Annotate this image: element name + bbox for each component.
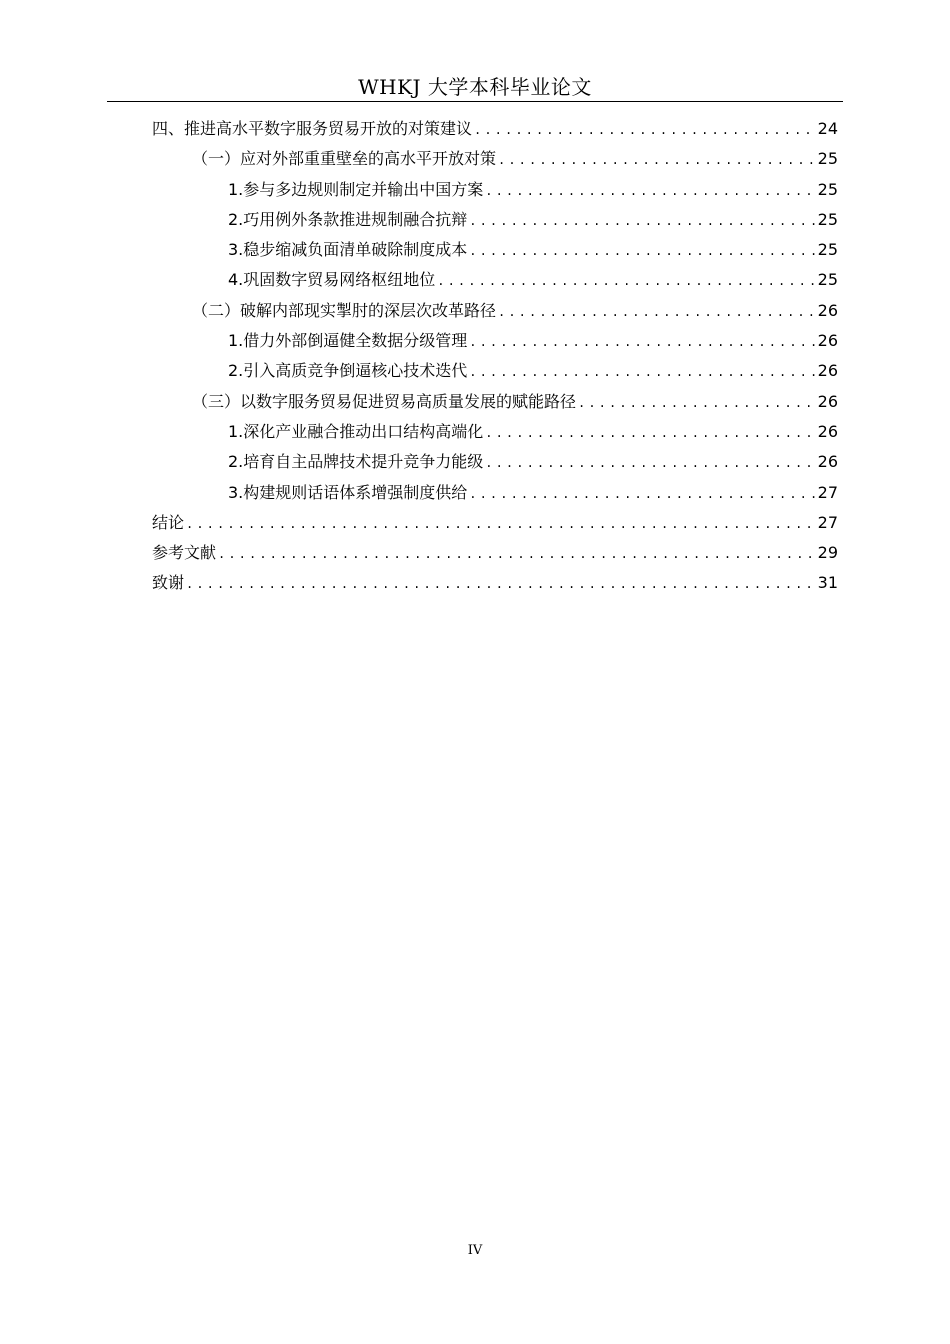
toc-entry-section-4-2[interactable] <box>152 296 838 326</box>
toc-entry-subsection-4-2-1[interactable] <box>152 326 838 356</box>
toc-entry-references[interactable] <box>152 538 838 568</box>
document-header-title: WHKJ 大学本科毕业论文 <box>358 75 592 99</box>
toc-page-number: 26 <box>817 421 838 441</box>
toc-dot-leader <box>485 418 814 448</box>
table-of-contents <box>152 114 838 599</box>
toc-dot-leader <box>474 115 815 145</box>
toc-entry-subsection-4-1-2[interactable] <box>152 205 838 235</box>
toc-entry-subsection-4-2-2[interactable] <box>152 356 838 386</box>
toc-page-number: 31 <box>817 573 838 593</box>
toc-page-number: 27 <box>817 512 838 532</box>
toc-dot-leader <box>218 539 815 569</box>
toc-entry-subsection-4-3-3[interactable] <box>152 478 838 508</box>
toc-entry-title: 1.借力外部倒逼健全数据分级管理 <box>228 331 468 351</box>
toc-page-number: 24 <box>817 119 838 138</box>
toc-entry-chapter-4[interactable] <box>152 114 838 144</box>
toc-entry-title: 参考文献 <box>152 543 217 563</box>
toc-entry-title: 3.构建规则话语体系增强制度供给 <box>228 482 468 502</box>
toc-page-number: 29 <box>817 543 838 563</box>
toc-dot-leader <box>469 327 814 357</box>
toc-page-number: 25 <box>817 179 838 199</box>
toc-entry-title: 1.深化产业融合推动出口结构高端化 <box>228 421 484 441</box>
toc-dot-leader <box>498 145 815 175</box>
toc-entry-subsection-4-3-1[interactable] <box>152 417 838 447</box>
toc-entry-title: 致谢 <box>152 573 185 593</box>
toc-dot-leader <box>469 206 814 236</box>
toc-page-number: 27 <box>817 482 838 502</box>
toc-page-number: 25 <box>817 149 838 169</box>
toc-dot-leader <box>186 509 815 539</box>
toc-dot-leader <box>469 357 814 387</box>
page-number-footer: IV <box>467 1243 483 1258</box>
toc-dot-leader <box>469 479 814 509</box>
toc-page-number: 26 <box>817 300 838 320</box>
toc-entry-acknowledgements[interactable] <box>152 568 838 598</box>
toc-entry-title: （三）以数字服务贸易促进贸易高质量发展的赋能路径 <box>192 391 577 411</box>
header-divider <box>107 101 843 102</box>
toc-page-number: 26 <box>817 331 838 351</box>
toc-entry-title: 结论 <box>152 512 185 532</box>
toc-entry-subsection-4-1-3[interactable] <box>152 235 838 265</box>
toc-dot-leader <box>469 236 814 266</box>
toc-entry-title: 1.参与多边规则制定并输出中国方案 <box>228 179 484 199</box>
toc-dot-leader <box>498 297 815 327</box>
toc-entry-title: 2.巧用例外条款推进规制融合抗辩 <box>228 209 468 229</box>
toc-dot-leader <box>437 266 814 296</box>
toc-entry-title: 2.引入高质竞争倒逼核心技术迭代 <box>228 361 468 381</box>
toc-dot-leader <box>485 176 814 206</box>
toc-entry-section-4-1[interactable] <box>152 144 838 174</box>
toc-entry-title: 3.稳步缩减负面清单破除制度成本 <box>228 240 468 260</box>
toc-entry-title: （二）破解内部现实掣肘的深层次改革路径 <box>192 300 497 320</box>
toc-entry-subsection-4-1-1[interactable] <box>152 175 838 205</box>
toc-page-number: 26 <box>817 452 838 472</box>
toc-page-number: 26 <box>817 361 838 381</box>
toc-entry-subsection-4-1-4[interactable] <box>152 265 838 295</box>
toc-dot-leader <box>485 448 814 478</box>
toc-page-number: 25 <box>817 209 838 229</box>
toc-entry-title: 4.巩固数字贸易网络枢纽地位 <box>228 270 436 290</box>
toc-entry-conclusion[interactable] <box>152 508 838 538</box>
toc-dot-leader <box>186 569 815 599</box>
toc-page-number: 25 <box>817 240 838 260</box>
toc-entry-subsection-4-3-2[interactable] <box>152 447 838 477</box>
toc-dot-leader <box>578 388 815 418</box>
toc-entry-title: （一）应对外部重重壁垒的高水平开放对策 <box>192 149 497 169</box>
toc-page-number: 26 <box>817 391 838 411</box>
toc-page-number: 25 <box>817 270 838 290</box>
toc-entry-section-4-3[interactable] <box>152 387 838 417</box>
toc-entry-title: 2.培育自主品牌技术提升竞争力能级 <box>228 452 484 472</box>
toc-entry-title: 四、推进高水平数字服务贸易开放的对策建议 <box>152 119 473 138</box>
